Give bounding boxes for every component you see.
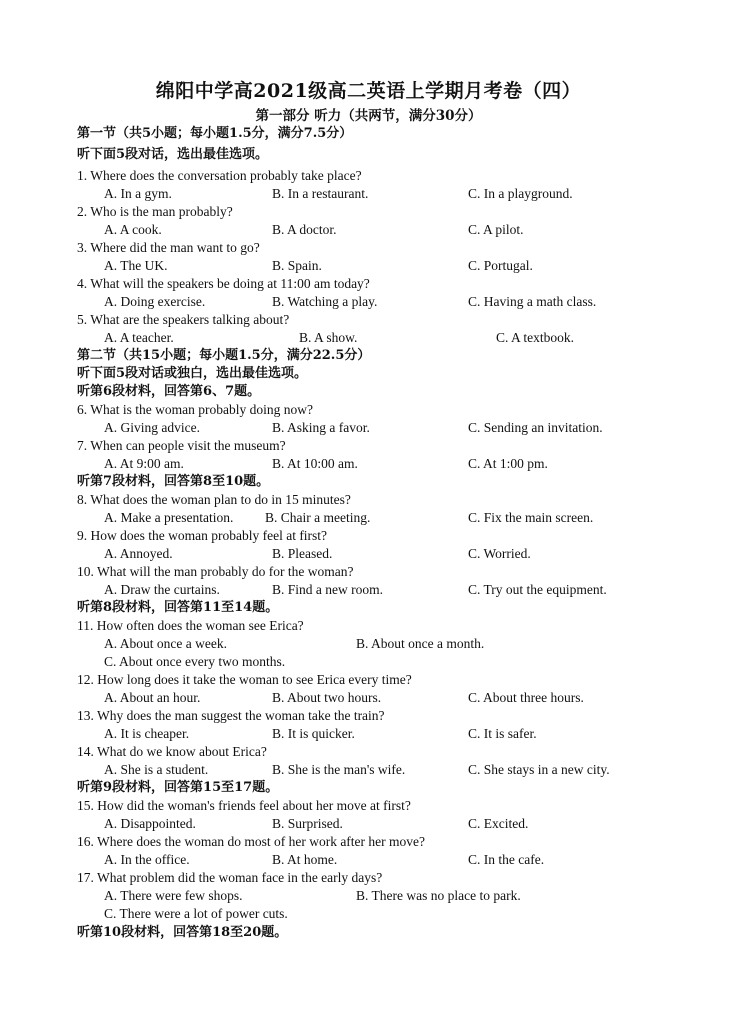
q1-option-b[interactable]: B. In a restaurant. [272, 186, 369, 201]
part-heading: 第一部分 听力（共两节，满分30分） [255, 108, 482, 124]
question-10: 10. What will the man probably do for the woman? [77, 564, 354, 579]
question-9: 9. How does the woman probably feel at first? [77, 528, 328, 543]
question-3: 3. Where did the man want to go? [77, 240, 260, 255]
exam-title: 绵阳中学高2021级高二英语上学期月考卷（四） [155, 80, 582, 102]
q9-option-a[interactable]: A. Annoyed. [104, 546, 173, 561]
q1-option-a[interactable]: A. In a gym. [104, 186, 172, 201]
q6-option-c[interactable]: C. Sending an invitation. [468, 420, 603, 435]
section2-heading: 第二节（共15小题；每小题1.5分，满分22.5分） [77, 348, 371, 363]
q7-option-a[interactable]: A. At 9:00 am. [104, 456, 184, 471]
q9-option-b[interactable]: B. Pleased. [272, 546, 333, 561]
q14-option-c[interactable]: C. She stays in a new city. [468, 762, 610, 777]
q3-option-c[interactable]: C. Portugal. [468, 258, 533, 273]
q11-option-b[interactable]: B. About once a month. [356, 636, 485, 651]
q12-option-a[interactable]: A. About an hour. [104, 690, 201, 705]
q16-option-b[interactable]: B. At home. [272, 852, 338, 867]
question-5: 5. What are the speakers talking about? [77, 312, 290, 327]
q15-option-c[interactable]: C. Excited. [468, 816, 529, 831]
q8-option-c[interactable]: C. Fix the main screen. [468, 510, 594, 525]
question-1: 1. Where does the conversation probably take place? [77, 168, 362, 183]
question-13: 13. Why does the man suggest the woman take the train? [77, 708, 385, 723]
question-8: 8. What does the woman plan to do in 15 minutes? [77, 492, 351, 507]
q4-option-b[interactable]: B. Watching a play. [272, 294, 378, 309]
q13-option-a[interactable]: A. It is cheaper. [104, 726, 190, 741]
q13-option-b[interactable]: B. It is quicker. [272, 726, 355, 741]
q12-option-b[interactable]: B. About two hours. [272, 690, 382, 705]
q9-option-c[interactable]: C. Worried. [468, 546, 531, 561]
q7-option-c[interactable]: C. At 1:00 pm. [468, 456, 548, 471]
q6-option-a[interactable]: A. Giving advice. [104, 420, 200, 435]
q11-option-c[interactable]: C. About once every two months. [104, 654, 286, 669]
q4-option-c[interactable]: C. Having a math class. [468, 294, 597, 309]
material-7-heading: 听第7段材料，回答第8至10题。 [77, 474, 270, 489]
section2-instruction: 听下面5段对话或独白，选出最佳选项。 [77, 366, 308, 381]
q16-option-c[interactable]: C. In the cafe. [468, 852, 545, 867]
question-15: 15. How did the woman's friends feel about her move at first? [77, 798, 411, 813]
section1-instruction: 听下面5段对话，选出最佳选项。 [77, 147, 269, 162]
q5-option-a[interactable]: A. A teacher. [104, 330, 174, 345]
q10-option-a[interactable]: A. Draw the curtains. [104, 582, 220, 597]
q5-option-b[interactable]: B. A show. [299, 330, 358, 345]
question-2: 2. Who is the man probably? [77, 204, 233, 219]
question-12: 12. How long does it take the woman to see Erica every time? [77, 672, 412, 687]
q13-option-c[interactable]: C. It is safer. [468, 726, 537, 741]
material-6-heading: 听第6段材料，回答第6、7题。 [77, 384, 261, 399]
question-16: 16. Where does the woman do most of her work after her move? [77, 834, 426, 849]
q10-option-b[interactable]: B. Find a new room. [272, 582, 383, 597]
q8-option-b[interactable]: B. Chair a meeting. [265, 510, 371, 525]
q3-option-b[interactable]: B. Spain. [272, 258, 322, 273]
q17-option-c[interactable]: C. There were a lot of power cuts. [104, 906, 288, 921]
q15-option-a[interactable]: A. Disappointed. [104, 816, 196, 831]
question-6: 6. What is the woman probably doing now? [77, 402, 313, 417]
q1-option-c[interactable]: C. In a playground. [468, 186, 573, 201]
material-10-heading: 听第10段材料，回答第18至20题。 [77, 925, 288, 940]
section1-heading: 第一节（共5小题；每小题1.5分，满分7.5分） [77, 126, 353, 141]
q14-option-a[interactable]: A. She is a student. [104, 762, 209, 777]
q6-option-b[interactable]: B. Asking a favor. [272, 420, 370, 435]
q5-option-c[interactable]: C. A textbook. [496, 330, 575, 345]
question-14: 14. What do we know about Erica? [77, 744, 267, 759]
q3-option-a[interactable]: A. The UK. [104, 258, 168, 273]
q10-option-c[interactable]: C. Try out the equipment. [468, 582, 607, 597]
question-11: 11. How often does the woman see Erica? [77, 618, 304, 633]
q15-option-b[interactable]: B. Surprised. [272, 816, 343, 831]
question-7: 7. When can people visit the museum? [77, 438, 286, 453]
q17-option-a[interactable]: A. There were few shops. [104, 888, 243, 903]
q12-option-c[interactable]: C. About three hours. [468, 690, 584, 705]
q14-option-b[interactable]: B. She is the man's wife. [272, 762, 406, 777]
q17-option-b[interactable]: B. There was no place to park. [356, 888, 521, 903]
material-9-heading: 听第9段材料，回答第15至17题。 [77, 780, 279, 795]
question-4: 4. What will the speakers be doing at 11:00 am today? [77, 276, 370, 291]
question-17: 17. What problem did the woman face in the early days? [77, 870, 383, 885]
q2-option-c[interactable]: C. A pilot. [468, 222, 524, 237]
material-8-heading: 听第8段材料，回答第11至14题。 [77, 600, 279, 615]
q2-option-a[interactable]: A. A cook. [104, 222, 162, 237]
q2-option-b[interactable]: B. A doctor. [272, 222, 337, 237]
q8-option-a[interactable]: A. Make a presentation. [104, 510, 234, 525]
q7-option-b[interactable]: B. At 10:00 am. [272, 456, 358, 471]
q11-option-a[interactable]: A. About once a week. [104, 636, 227, 651]
q16-option-a[interactable]: A. In the office. [104, 852, 190, 867]
q4-option-a[interactable]: A. Doing exercise. [104, 294, 206, 309]
